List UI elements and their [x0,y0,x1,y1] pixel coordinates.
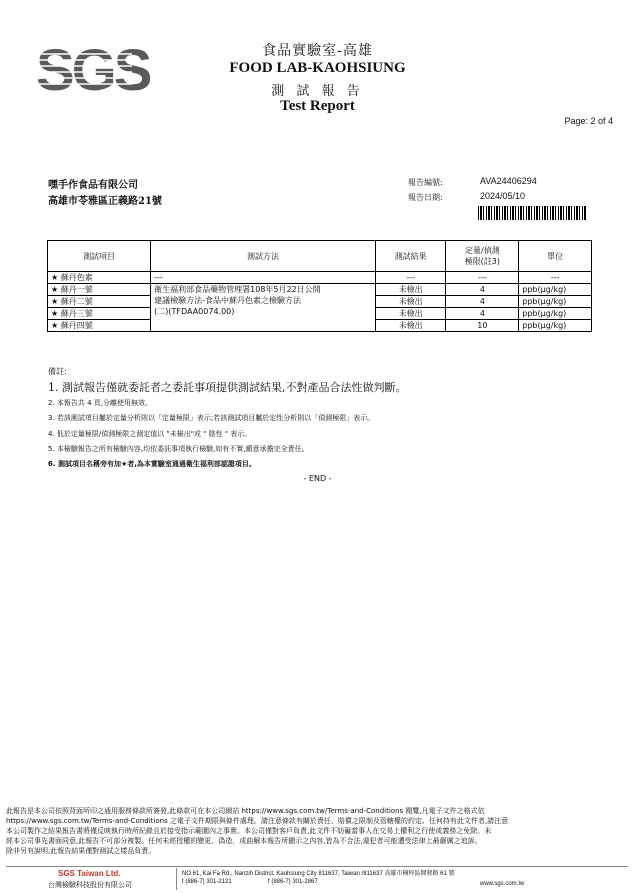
row-method-merged [151,284,376,332]
svg-text:SGS: SGS [36,38,150,103]
report-title-zh: 測 試 報 告 [271,84,364,99]
row-unit: --- [519,272,592,284]
report-date: 2024/05/10 [480,191,526,201]
row-unit: ppb(μg/kg) [519,284,592,296]
table-row [48,272,592,284]
row-result: 未檢出 [375,320,446,332]
header-test-item: 測試項目 [48,241,151,272]
row-unit: ppb(μg/kg) [519,308,592,320]
header-test-result: 測試結果 [375,241,446,272]
row-limit: --- [446,272,519,284]
footer-tel: t (886-7) 301-2121 [182,879,232,885]
row-result: 未檢出 [375,296,446,308]
footer-website: www.sgs.com.tw [480,881,525,887]
row-result: 未檢出 [375,284,446,296]
footer-company-zh: 台灣檢驗科技股份有限公司 [48,881,132,889]
row-result: --- [375,272,446,284]
header-test-method: 測試方法 [151,241,376,272]
notes-title: 備註: [48,367,67,376]
report-number: AVA24406294 [480,176,537,186]
note-1: 1. 測試報告僅就委託者之委託事項提供測試結果,不對產品合法性做判斷。 [48,381,407,394]
results-table [47,240,592,332]
row-item: ★ 蘇丹一號 [48,284,151,296]
row-limit: 4 [446,284,519,296]
footer-company-en: SGS Taiwan Ltd. [58,869,121,878]
row-limit: 4 [446,296,519,308]
table-row [48,284,592,296]
row-method: --- [151,272,376,284]
row-unit: ppb(μg/kg) [519,296,592,308]
row-item: ★ 蘇丹色素 [48,272,151,284]
row-limit: 4 [446,308,519,320]
footer-separator [176,868,177,890]
footer-disclaimer [6,806,628,856]
row-item: ★ 蘇丹四號 [48,320,151,332]
row-result: 未檢出 [375,308,446,320]
disclaimer-line: 除非另有說明,此報告結果僅對測試之樣品負責。 [6,847,156,855]
note-2: 2. 本報告共 4 頁,分離使用無效。 [48,399,153,407]
barcode [478,206,586,220]
footer-divider [6,866,628,867]
note-5: 5. 本檢驗報告之所有檢驗內容,均依委託事項執行檢驗,如有不實,願意承擔完全責任。 [48,445,309,453]
report-title-en: Test Report [280,98,355,114]
disclaimer-line: https://www.sgs.com.tw/Terms-and-Conditions 之電子文件期限與條件處理。請注意條款有關於責任、賠償之限制及管轄權的約定。任何持有此文件者,請注意 [6,817,509,825]
disclaimer-line: 本公司製作之結果報告書將僅反映執行時所紀錄且於接受指示範圍內之事實。本公司僅對客戶負責,此文件不妨礙當事人在交易上權利之行使或義務之免除。未 [6,827,492,835]
method-line: 建議檢驗方法-食品中蘇丹色素之檢驗方法 [154,296,302,305]
header-limit-line2: 極限(註3) [464,257,501,266]
client-name: 嘿手作食品有限公司 [48,180,138,191]
report-date-label: 報告日期: [408,193,443,202]
row-unit: ppb(μg/kg) [519,320,592,332]
footer-address: NO.61, Kai Fa Rd., Nanzih District, Kaohsiung City 811637, Taiwan /811637 高雄市楠梓區開發路 61 號 [182,871,455,877]
method-line: 衛生福利部食品藥物管理署108年5月22日公開 [154,285,321,294]
row-item: ★ 蘇丹二號 [48,296,151,308]
client-address: 高雄市苓雅區正義路21號 [48,196,162,207]
end-marker: - END - [303,474,332,483]
header-unit: 單位 [519,241,592,272]
report-number-label: 報告編號: [408,178,443,187]
note-4: 4. 低於定量極限/偵測極限之測定值以 "未檢出"或 " 陰性 " 表示。 [48,430,252,438]
disclaimer-line: 此報告是本公司依照背面所印之通用服務條款所簽發,此條款可在本公司網站 https://www.sgs.com.tw/Terms-and-Conditions 閱覽,凡電子文件之格式依 [6,807,485,815]
footer-fax: f (886-7) 301-2867 [268,879,318,885]
method-line: (二)(TFDAA0074.00) [154,307,235,316]
header-limit-line1: 定量/偵測 [465,246,500,255]
lab-name-zh: 食品實驗室-高雄 [262,43,373,59]
row-limit: 10 [446,320,519,332]
lab-name-en: FOOD LAB-KAOHSIUNG [229,60,406,76]
disclaimer-line: 經本公司事先書面同意,此報告不可部分複製。任何未經授權的變更、偽造、或曲解本報告所顯示之內容,皆為不合法,違犯者可能遭受法律上最嚴厲之追訴。 [6,837,482,845]
note-3: 3. 若該測試項目屬於定量分析則以「定量極限」表示;若該測試項目屬於定性分析則以「偵測極限」表示。 [48,414,375,422]
page-number: Page: 2 of 4 [564,116,613,126]
header-limit [446,241,519,272]
row-item: ★ 蘇丹三號 [48,308,151,320]
note-6: 6. 測試項目名稱旁有加★者,為本實驗室通過衛生福利部認證項目。 [48,460,256,468]
table-header-row [48,241,592,272]
